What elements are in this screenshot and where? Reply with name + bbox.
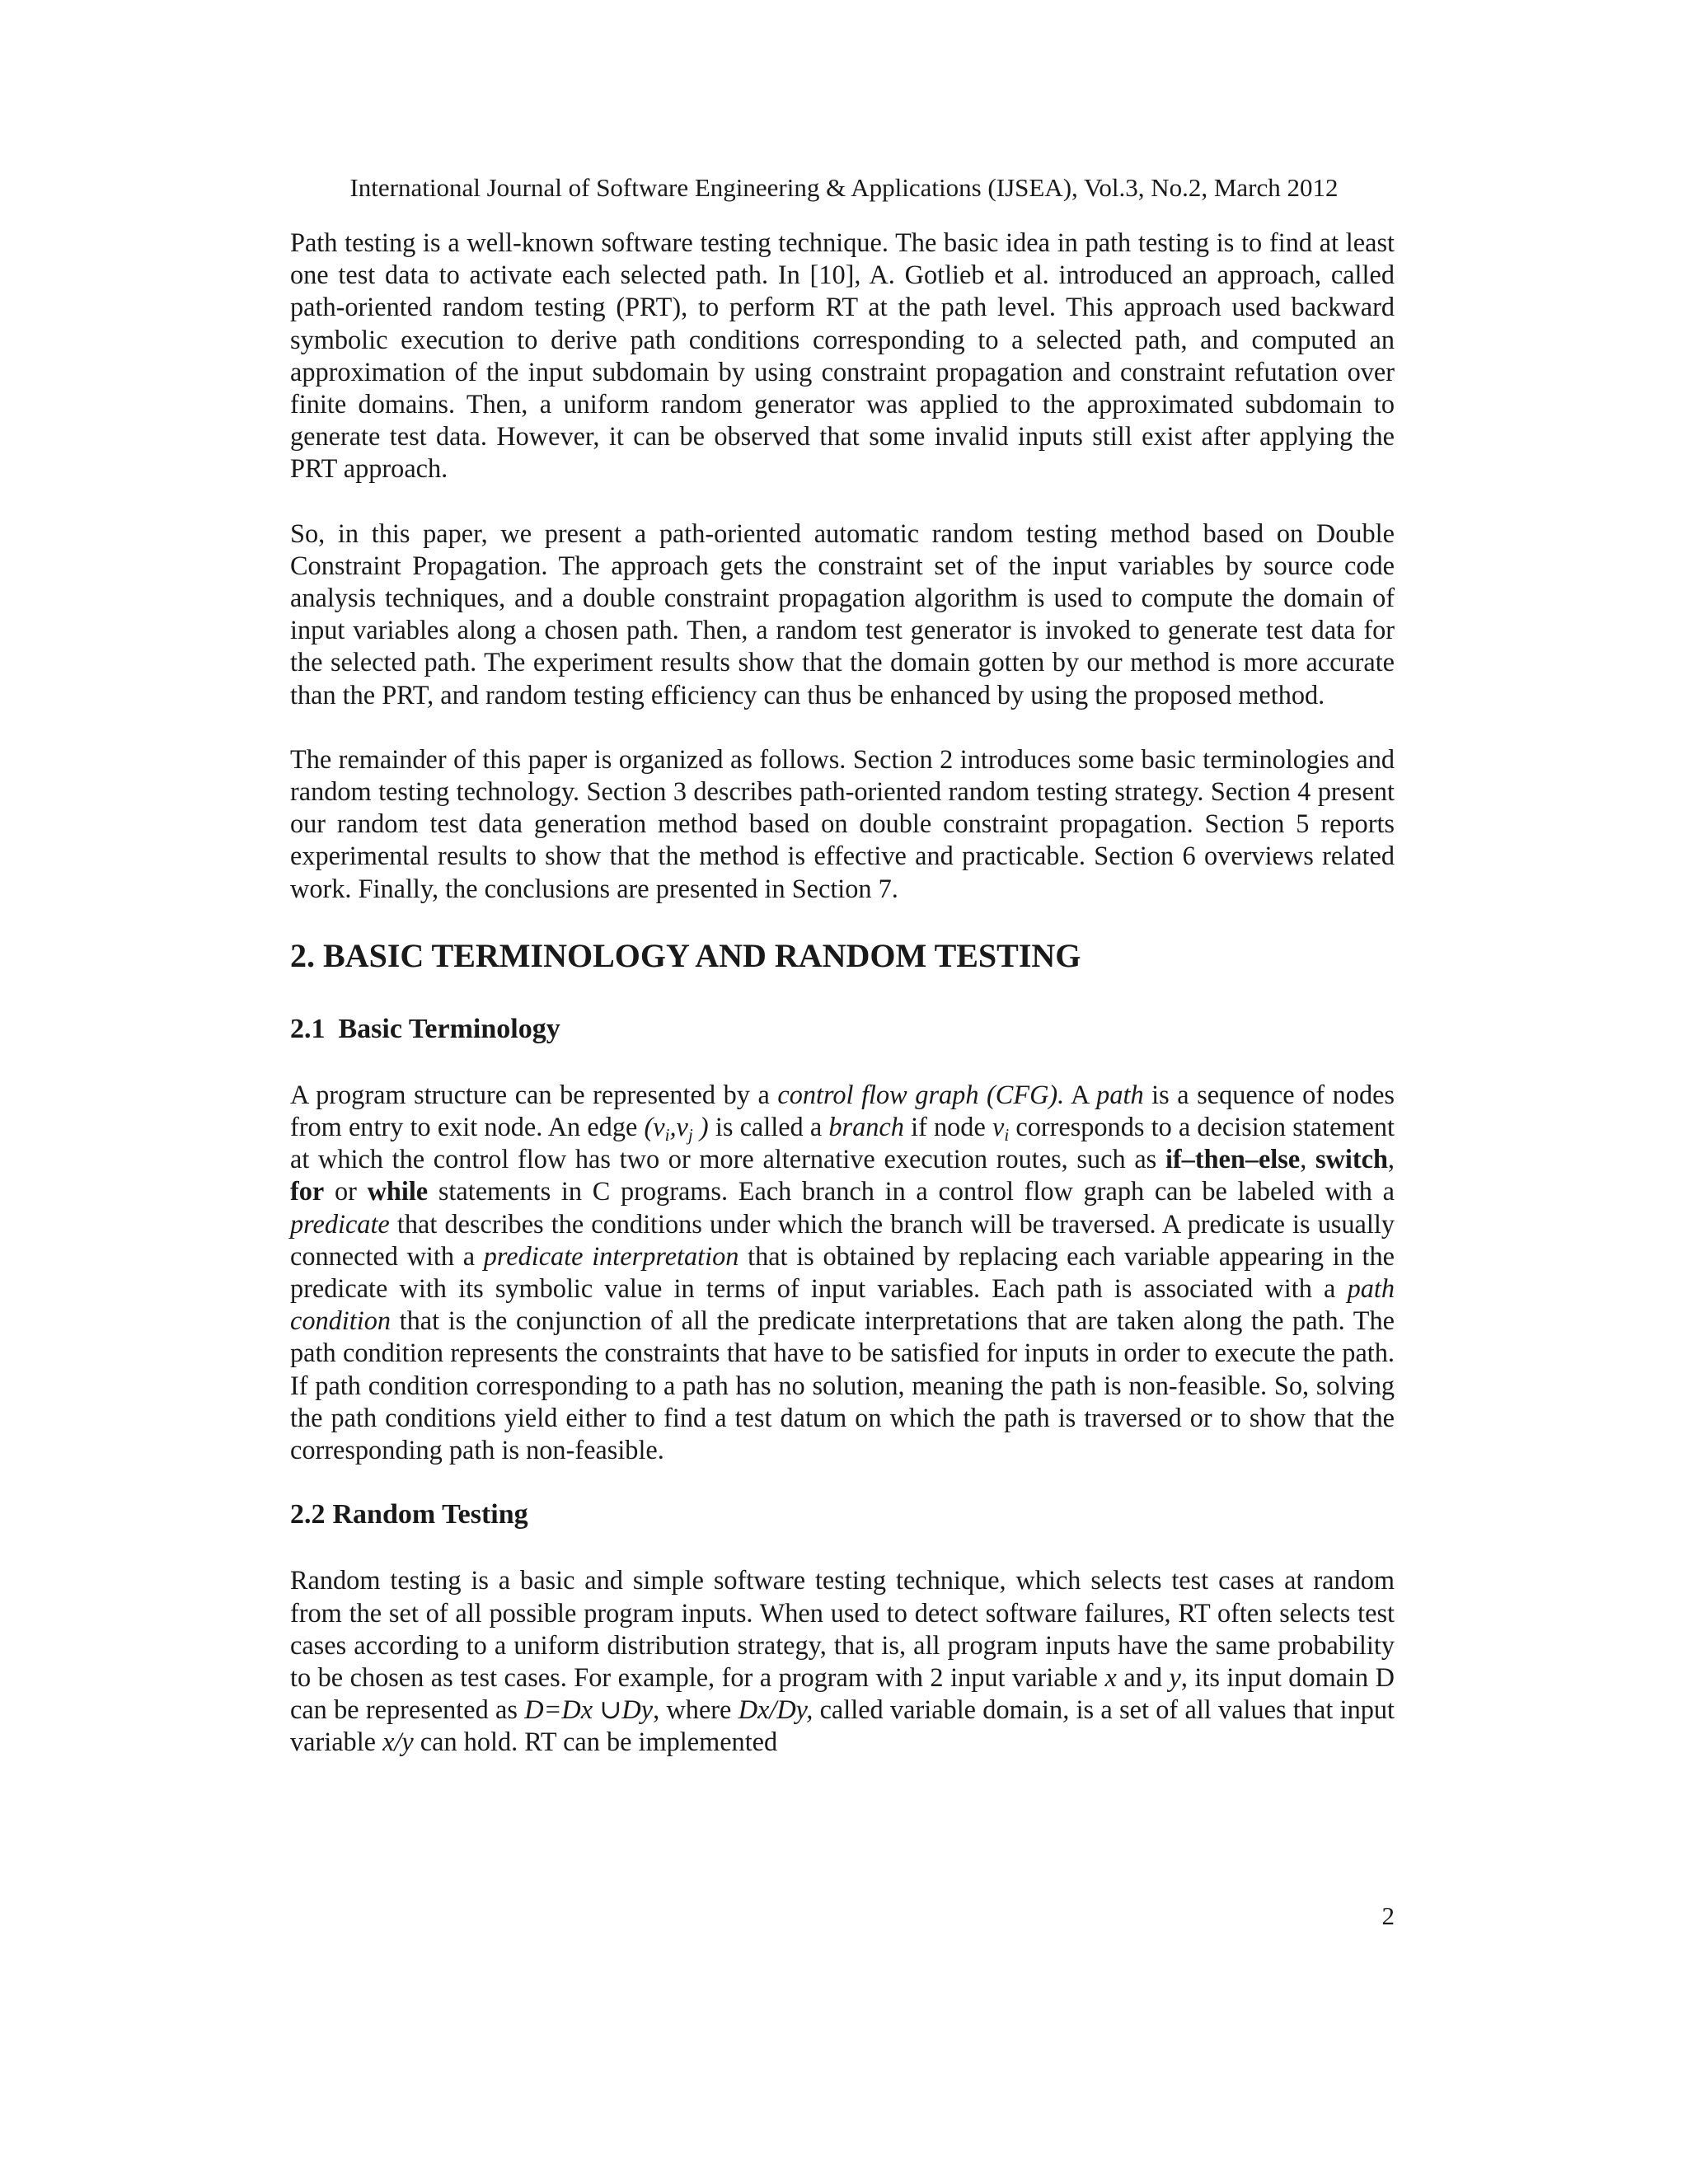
edge-subscript-j: j	[687, 1124, 693, 1145]
keyword-for: for	[290, 1176, 325, 1207]
text-run: statements in C programs. Each branch in a control flow graph can be labeled with a	[428, 1176, 1395, 1207]
node-subscript-i: i	[1004, 1124, 1010, 1145]
text-run: Random testing is a basic and simple software testing technique, which selects test cases at random from the set of all possible program inputs. When used to detect software failures, RT often selects test cases according to a uniform distribution strategy, that is, all program inputs have the same probability to be chosen as test cases. For example, for a program with 2 input variable	[290, 1565, 1395, 1692]
edge-part: )	[692, 1112, 709, 1142]
text-run: that is obtained by replacing each variable appearing in the predicate with its symbolic value in terms of input variables. Each path is associated with a	[290, 1240, 1395, 1304]
text-run: can hold. RT can be implemented	[413, 1727, 778, 1757]
term-branch: branch	[828, 1112, 904, 1142]
intro-paragraph-1: Path testing is a well-known software testing technique. The basic idea in path testing is to find at least one test data to activate each selected path. In [10], A. Gotlieb et al. introduced an approach, called path-oriented random testing (PRT), to perform RT at the path level. This approach used backward symbolic execution to derive path conditions corresponding to a selected path, and computed an approximation of the input subdomain by using constraint propagation and constraint refutation over finite domains. Then, a uniform random generator was applied to the approximated subdomain to generate test data. However, it can be observed that some invalid inputs still exist after applying the PRT approach.	[290, 227, 1395, 484]
variable-x: x	[1104, 1661, 1117, 1692]
node-part: v	[992, 1112, 1005, 1142]
section-2-heading: 2. BASIC TERMINOLOGY AND RANDOM TESTING	[290, 936, 1081, 974]
text-run: and	[1116, 1661, 1170, 1692]
text-run: called variable domain	[813, 1694, 1063, 1725]
subsection-2-1-heading	[290, 1013, 1395, 1046]
text-run: , its input domain D can be represented as	[290, 1661, 1395, 1725]
basic-terminology-paragraph	[290, 1079, 1395, 1466]
page-number: 2	[1381, 1901, 1395, 1930]
text-run: if node	[903, 1112, 992, 1142]
edge-notation	[644, 1112, 709, 1145]
text-run: ,	[1387, 1144, 1395, 1174]
text-run: A	[1064, 1079, 1097, 1109]
term-predicate: predicate	[290, 1208, 390, 1239]
term-path: path	[1096, 1079, 1144, 1109]
term-path-condition: path condition	[290, 1273, 1395, 1336]
keyword-switch: switch	[1315, 1144, 1388, 1174]
variable-y: y	[1169, 1661, 1181, 1692]
keyword-while: while	[367, 1176, 429, 1207]
term-cfg: control flow graph (CFG).	[777, 1079, 1065, 1109]
running-header: International Journal of Software Engineering & Applications (IJSEA), Vol.3, No.2, March 2012	[349, 173, 1339, 202]
node-notation	[992, 1112, 1010, 1145]
text-run: is a set of all values that input variable	[290, 1694, 1395, 1757]
random-testing-paragraph	[290, 1564, 1395, 1758]
edge-part: (v	[644, 1112, 665, 1142]
page-body	[290, 227, 1395, 1791]
text-run: A program structure can be represented by a	[290, 1079, 778, 1109]
text-run: is a sequence of nodes from entry to exit node. An edge	[290, 1079, 1395, 1142]
subsection-2-2-heading	[290, 1498, 1395, 1531]
text-run: is called a	[708, 1112, 829, 1142]
edge-part: ,v	[669, 1112, 688, 1142]
term-predicate-interpretation: predicate interpretation	[483, 1240, 739, 1271]
text-run: that describes the conditions under which the branch will be traversed. A predicate is usually connected with a	[290, 1208, 1395, 1271]
subsection-2-1-title: Basic Terminology	[338, 1013, 560, 1044]
text-run: ,	[1300, 1144, 1315, 1174]
text-run: corresponds to a decision statement at which the control flow has two or more alternative execution routes, such as	[290, 1112, 1395, 1174]
intro-paragraph-2: So, in this paper, we present a path-oriented automatic random testing method based on Double Constraint Propagation. The approach gets the constraint set of the input variables by source code analysis techniques, and a double constraint propagation algorithm is used to compute the domain of input variables along a chosen path. Then, a random test generator is invoked to generate test data for the selected path. The experiment results show that the domain gotten by our method is more accurate than the PRT, and random testing efficiency can thus be enhanced by using the proposed method.	[290, 518, 1395, 710]
edge-subscript-i: i	[664, 1124, 670, 1145]
term-dx-dy: Dx/Dy,	[738, 1694, 814, 1725]
subsection-2-2-number: 2.2	[290, 1499, 326, 1530]
text-run: or	[324, 1176, 368, 1207]
subsection-2-2-title: Random Testing	[332, 1499, 528, 1530]
variable-x-y: x/y	[382, 1727, 414, 1757]
intro-paragraph-3: The remainder of this paper is organized as follows. Section 2 introduces some basic terminologies and random testing technology. Section 3 describes path-oriented random testing strategy. Section 4 present our random test data generation method based on double constraint propagation. Section 5 reports experimental results to show that the method is effective and practicable. Section 6 overviews related work. Finally, the conclusions are presented in Section 7.	[290, 743, 1395, 903]
subsection-2-1-number: 2.1	[290, 1013, 326, 1044]
domain-formula: D=Dx ∪Dy	[524, 1694, 654, 1725]
italic-comma: ,	[1062, 1694, 1070, 1725]
keyword-if-then-else: if–then–else	[1165, 1144, 1301, 1174]
text-run: that is the conjunction of all the predicate interpretations that are taken along the path. The path condition represents the constraints that have to be satisfied for inputs in order to execute the path. If path condition corresponding to a path has no solution, meaning the path is non-feasible. So, solving the path conditions yield either to find a test datum on which the path is traversed or to show that the corresponding path is non-feasible.	[290, 1305, 1395, 1465]
text-run: , where	[653, 1694, 738, 1725]
